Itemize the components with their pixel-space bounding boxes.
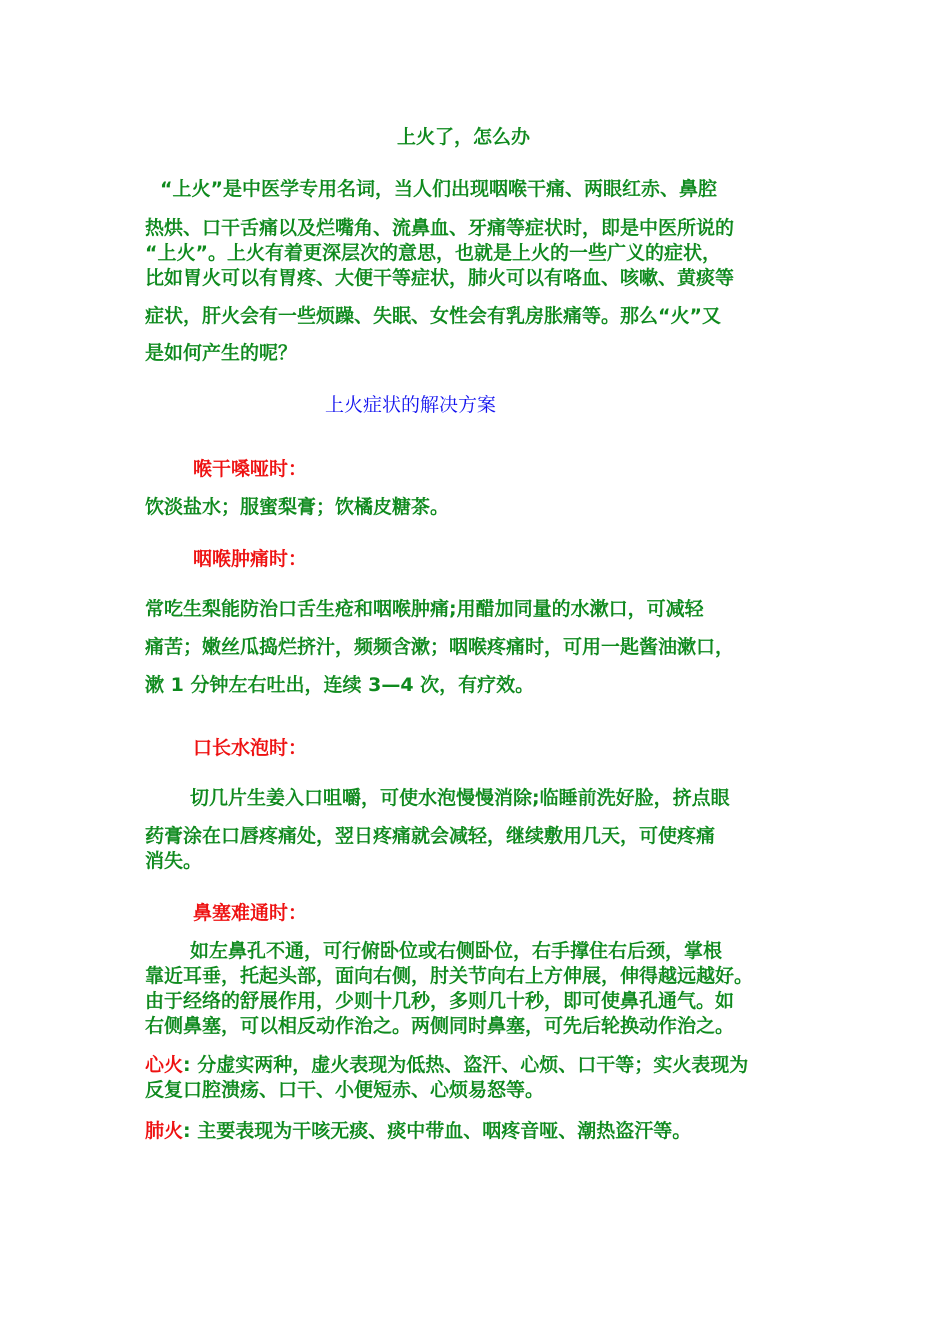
heading-mouth-blister: 口长水泡时： — [193, 737, 308, 759]
mouth-blister-line-2: 药膏涂在口唇疼痛处，翌日疼痛就会减轻，继续敷用几天，可使疼痛 — [145, 825, 716, 847]
document-title: 上火了，怎么办 — [397, 126, 531, 148]
throat-swollen-line-3-part-2: 分钟左右吐出，连续 — [183, 674, 369, 696]
intro-line-6: 是如何产生的呢？ — [145, 342, 298, 364]
throat-swollen-line-3-part-3: 次，有疗效。 — [413, 674, 535, 696]
heart-fire-line-2: 反复口腔溃疡、口干、小便短赤、心烦易怒等。 — [145, 1079, 545, 1101]
intro-line-4: 比如胃火可以有胃疼、大便干等症状，肺火可以有咯血、咳嗽、黄痰等 — [145, 267, 735, 289]
repeat-count-number: 3—4 — [368, 674, 414, 696]
duration-number: 1 — [170, 674, 184, 696]
heart-fire-label: 心火 — [145, 1054, 184, 1076]
intro-line-2: 热烘、口干舌痛以及烂嘴角、流鼻血、牙痛等症状时，即是中医所说的 — [145, 217, 735, 239]
heading-throat-swollen: 咽喉肿痛时： — [193, 548, 308, 570]
throat-swollen-line-3-part-1: 漱 — [145, 674, 171, 696]
lung-fire-label: 肺火 — [145, 1120, 184, 1142]
heading-throat-dry: 喉干嗓哑时： — [193, 458, 308, 480]
throat-swollen-line-3 — [145, 673, 534, 697]
throat-dry-line-1: 饮淡盐水；服蜜梨膏；饮橘皮糖茶。 — [145, 496, 450, 518]
nose-blocked-line-3: 由于经络的舒展作用，少则十几秒，多则几十秒，即可使鼻孔通气。如 — [145, 990, 735, 1012]
section-title: 上火症状的解决方案 — [325, 394, 497, 416]
intro-line-5: 症状，肝火会有一些烦躁、失眠、女性会有乳房胀痛等。那么“火”又 — [145, 305, 721, 327]
nose-blocked-line-2: 靠近耳垂，托起头部，面向右侧，肘关节向右上方伸展，伸得越远越好。 — [145, 965, 754, 987]
nose-blocked-line-1: 如左鼻孔不通，可行俯卧位或右侧卧位，右手撑住右后颈，掌根 — [190, 940, 723, 962]
intro-line-3: “上火”。上火有着更深层次的意思，也就是上火的一些广义的症状， — [145, 242, 721, 264]
heading-nose-blocked: 鼻塞难通时： — [193, 902, 308, 924]
throat-swollen-line-1: 常吃生梨能防治口舌生疮和咽喉肿痛;用醋加同量的水漱口，可减轻 — [145, 598, 704, 620]
mouth-blister-line-3: 消失。 — [145, 850, 203, 872]
lung-fire-text: : 主要表现为干咳无痰、痰中带血、咽疼音哑、潮热盗汗等。 — [183, 1120, 692, 1142]
heart-fire-line-1 — [145, 1053, 748, 1077]
heart-fire-text: : 分虚实两种，虚火表现为低热、盗汗、心烦、口干等；实火表现为 — [183, 1054, 749, 1076]
intro-line-1: “上火”是中医学专用名词，当人们出现咽喉干痛、两眼红赤、鼻腔 — [160, 178, 717, 200]
lung-fire-line-1 — [145, 1119, 691, 1143]
throat-swollen-line-2: 痛苦；嫩丝瓜捣烂挤汁，频频含漱；咽喉疼痛时，可用一匙酱油漱口， — [145, 636, 735, 658]
nose-blocked-line-4: 右侧鼻塞，可以相反动作治之。两侧同时鼻塞，可先后轮换动作治之。 — [145, 1015, 735, 1037]
mouth-blister-line-1: 切几片生姜入口咀嚼，可使水泡慢慢消除;临睡前洗好脸，挤点眼 — [190, 787, 730, 809]
